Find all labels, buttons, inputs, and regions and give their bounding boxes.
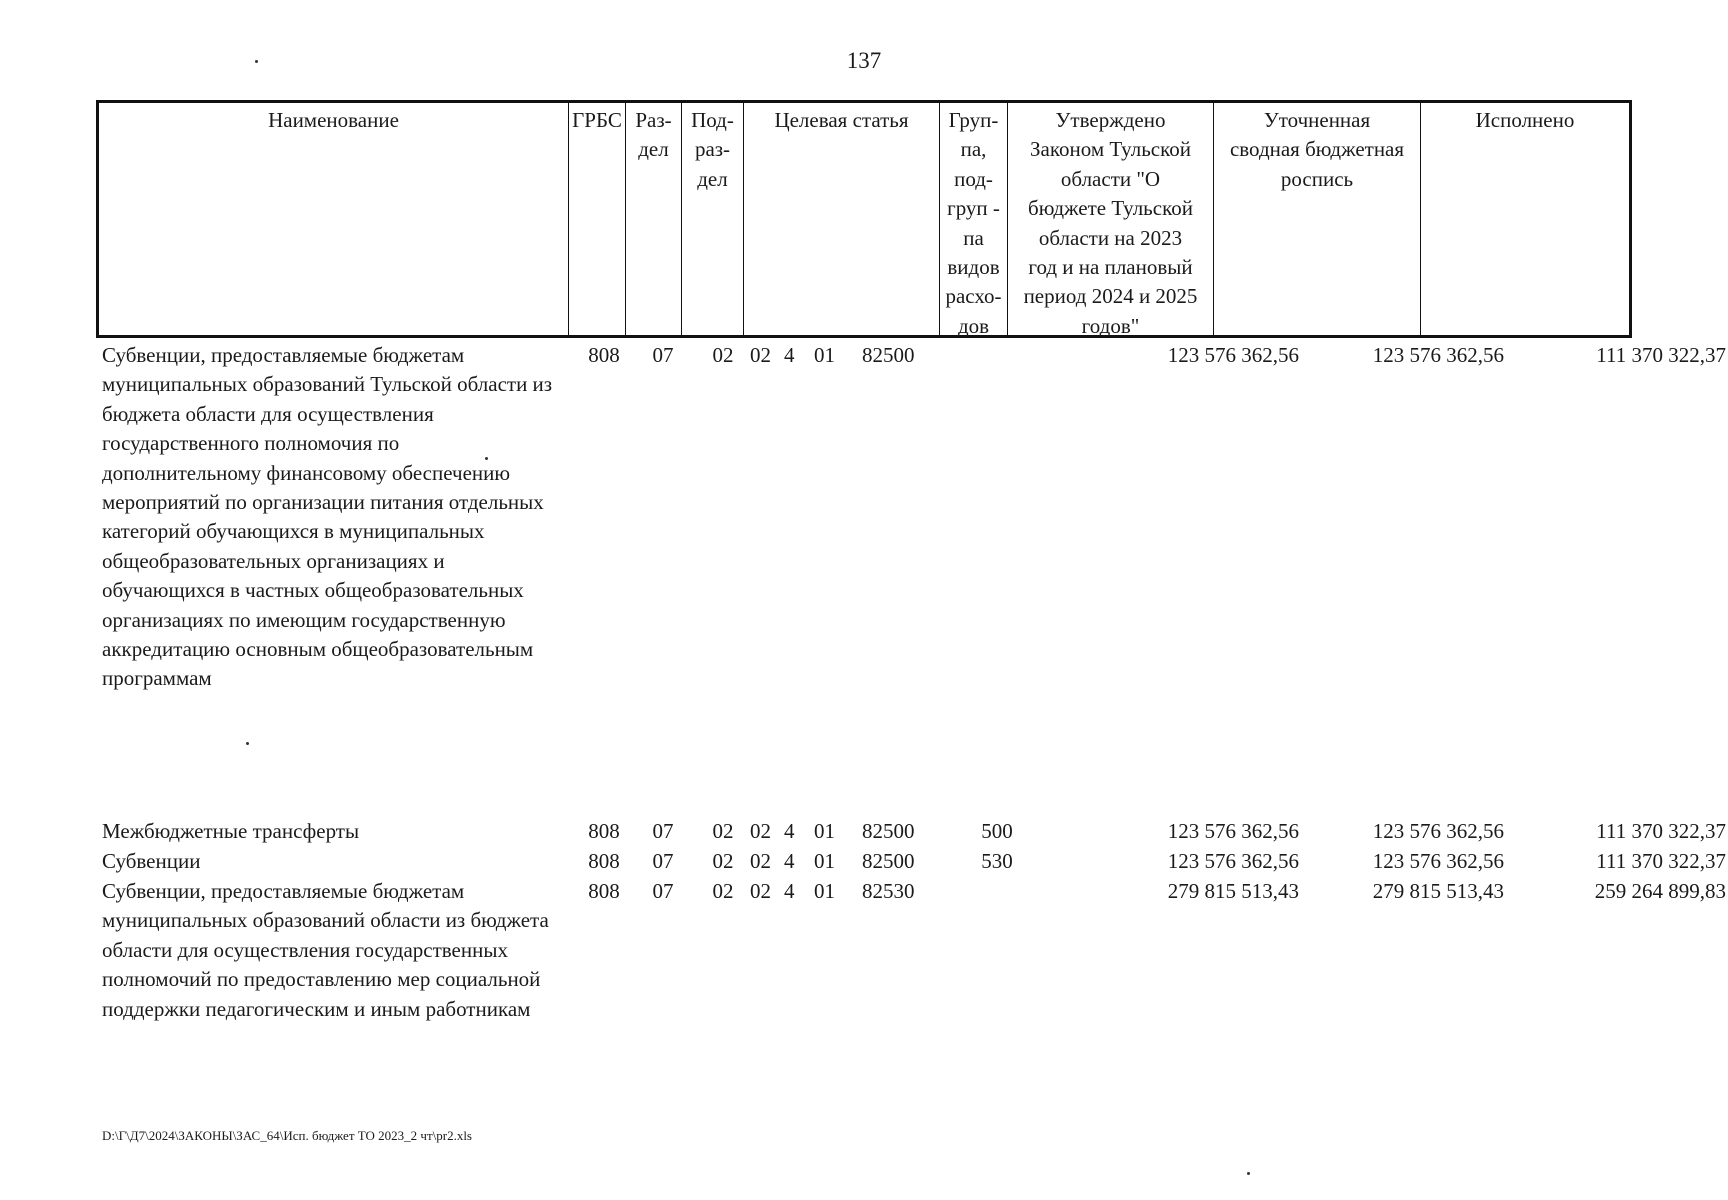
cs-type: 4 [784,849,795,873]
row-ispolneno: 259 264 899,83 [1594,879,1726,903]
header-line: Законом Тульской [1030,137,1191,162]
row-gruppa: 530 [981,849,1013,873]
header-line: бюджете Тульской [1028,196,1193,221]
cs-type: 4 [784,819,795,843]
row-utochnennaya: 123 576 362,56 [1372,343,1504,367]
scan-speck [1247,1172,1250,1175]
cs-event: 01 [814,343,835,367]
header-line: па, [960,137,987,162]
row-razdel: 07 [652,849,674,873]
header-line: период 2024 и 2025 [1023,284,1198,309]
header-podrazdel [681,103,743,335]
scan-speck [246,742,249,745]
scan-speck [255,60,258,63]
header-line: год и на плановый [1028,255,1193,280]
header-line: дов [957,313,990,338]
file-path-footer: D:\Г\Д7\2024\ЗАКОНЫ\ЗАС_64\Исп. бюджет ТО 2023_2 чт\pr2.xls [102,1128,472,1143]
row-name: Субвенции, предоставляемые бюджетам муниципальных образований области из бюджета области для осуществления государственных полномочий по предоставлению мер социальной поддержки педагогическим и иным работникам [102,879,549,1021]
row-razdel: 07 [652,819,674,843]
row-utverzhdeno: 279 815 513,43 [1167,879,1299,903]
header-line: дел [697,166,728,191]
row-grbs: 808 [588,343,620,367]
row-grbs: 808 [588,819,620,843]
row-podrazdel: 02 [712,849,734,873]
header-line: расхо- [945,284,1002,309]
row-utochnennaya: 123 576 362,56 [1372,819,1504,843]
row-grbs: 808 [588,849,620,873]
header-line: Наименование [268,108,399,132]
header-line: Целевая статья [774,108,909,132]
row-name: Субвенции, предоставляемые бюджетам муниципальных образований Тульской области из бюджета области для осуществления государственного полномочия по дополнительному финансовому обеспечению мероприятий по организации питания отдельных категорий обучающихся в муниципальных общеобразовательных организациях и обучающихся в частных общеобразовательных организациях по имеющим государственную аккредитацию основным общеобразовательным программам [102,343,553,691]
cs-type: 4 [784,879,795,903]
header-name [99,103,568,335]
header-razdel [625,103,681,335]
header-line: дел [638,137,669,162]
cs-direction: 82500 [862,819,915,843]
header-line: груп - [947,196,1000,221]
header-line: видов [947,255,1000,280]
header-grbs [568,103,625,335]
cs-program: 02 [750,819,771,843]
header-ispolneno [1420,103,1629,335]
table-row [96,877,1726,1057]
header-line: раз- [694,137,731,162]
row-razdel: 07 [652,879,674,903]
row-ispolneno: 111 370 322,37 [1596,819,1726,843]
row-name: Межбюджетные трансферты [102,819,360,843]
header-line: сводная бюджетная [1229,137,1405,162]
cs-event: 01 [814,819,835,843]
header-utochnennaya [1213,103,1420,335]
cs-direction: 82500 [862,849,915,873]
table-row [96,341,1726,741]
row-utverzhdeno: 123 576 362,56 [1167,343,1299,367]
cs-type: 4 [784,343,795,367]
row-ispolneno: 111 370 322,37 [1596,849,1726,873]
header-line: области на 2023 [1038,225,1183,250]
header-line: Исполнено [1475,108,1575,132]
header-line: Под- [691,108,734,132]
header-line: под- [954,166,993,191]
cs-direction: 82500 [862,343,915,367]
page-number: 137 [846,48,882,73]
row-utverzhdeno: 123 576 362,56 [1167,819,1299,843]
header-utverzhdeno [1007,103,1213,338]
row-grbs: 808 [588,879,620,903]
cs-direction: 82530 [862,879,915,903]
row-podrazdel: 02 [712,879,734,903]
cs-program: 02 [750,343,771,367]
header-line: области "О [1060,166,1161,191]
row-utverzhdeno: 123 576 362,56 [1167,849,1299,873]
header-line: па [963,225,984,250]
header-celevaya-statya [743,103,939,335]
header-line: Уточненная [1263,108,1371,132]
table-row [96,847,1726,877]
header-line: ГРБС [572,108,622,132]
row-utochnennaya: 123 576 362,56 [1372,849,1504,873]
row-name: Субвенции [102,849,201,873]
header-line: Груп- [948,108,999,132]
row-podrazdel: 02 [712,343,734,367]
table-row [96,817,1726,847]
row-podrazdel: 02 [712,819,734,843]
row-gruppa: 500 [981,819,1013,843]
cs-program: 02 [750,849,771,873]
cs-program: 02 [750,879,771,903]
row-utochnennaya: 279 815 513,43 [1372,879,1504,903]
cs-event: 01 [814,879,835,903]
header-line: Утверждено [1055,108,1166,132]
table-header [96,100,1632,338]
cs-event: 01 [814,849,835,873]
header-gruppa [939,103,1007,338]
header-line: роспись [1280,166,1354,191]
row-razdel: 07 [652,343,674,367]
header-line: годов" [1081,313,1140,338]
row-ispolneno: 111 370 322,37 [1596,343,1726,367]
header-line: Раз- [635,108,672,132]
